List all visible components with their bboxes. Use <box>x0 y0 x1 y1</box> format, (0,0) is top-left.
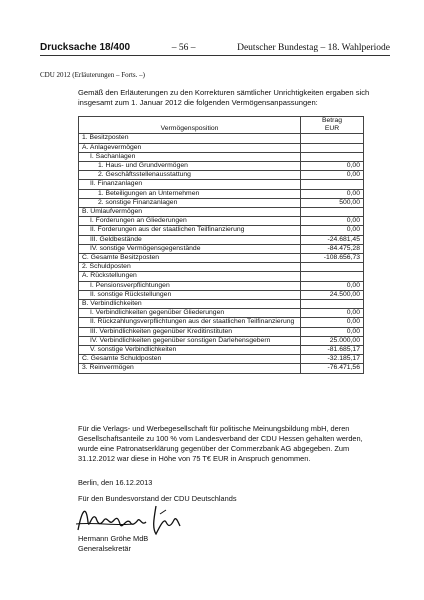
table-row <box>79 263 364 272</box>
row-label: 2. sonstige Finanzanlagen <box>79 198 301 207</box>
table-row <box>79 355 364 364</box>
column-header-position: Vermögensposition <box>79 117 301 134</box>
table-row <box>79 217 364 226</box>
row-label: I. Verbindlichkeiten gegenüber Gliederungen <box>79 309 301 318</box>
row-amount <box>301 180 364 189</box>
parliament-label: Deutscher Bundestag – 18. Wahlperiode <box>237 43 390 53</box>
row-label: 2. Schuldposten <box>79 263 301 272</box>
row-label: V. sonstige Verbindlichkeiten <box>79 346 301 355</box>
table-row <box>79 152 364 161</box>
on-behalf-line: Für den Bundesvorstand der CDU Deutschlands <box>78 494 237 503</box>
table-row <box>79 364 364 373</box>
row-label: 1. Haus- und Grundvermögen <box>79 162 301 171</box>
table-row <box>79 346 364 355</box>
row-label: 1. Besitzposten <box>79 134 301 143</box>
row-amount: -81.685,17 <box>301 346 364 355</box>
row-amount <box>301 272 364 281</box>
intro-paragraph: Gemäß den Erläuterungen zu den Korrekturen sämtlicher Unrichtigkeiten ergaben sich insgesamt zum 1. Januar 2012 die folgenden Vermögensanpassungen: <box>78 88 370 107</box>
table-row <box>79 290 364 299</box>
doc-label: Drucksache <box>40 42 97 53</box>
row-amount: -32.185,17 <box>301 355 364 364</box>
row-label: I. Sachanlagen <box>79 152 301 161</box>
row-amount: 0,00 <box>301 171 364 180</box>
table-row <box>79 244 364 253</box>
row-label: C. Gesamte Schuldposten <box>79 355 301 364</box>
row-amount: 24.500,00 <box>301 290 364 299</box>
signer-name: Hermann Gröhe MdB <box>78 534 149 543</box>
row-amount: 0,00 <box>301 217 364 226</box>
table-header-row <box>79 117 364 134</box>
table-row <box>79 198 364 207</box>
row-amount: 0,00 <box>301 189 364 198</box>
table-row <box>79 336 364 345</box>
row-amount: 0,00 <box>301 162 364 171</box>
table-row <box>79 226 364 235</box>
row-label: III. Verbindlichkeiten gegenüber Kreditinstituten <box>79 327 301 336</box>
row-label: A. Anlagevermögen <box>79 143 301 152</box>
doc-number: 18/400 <box>99 42 131 53</box>
page-header <box>40 42 390 53</box>
row-label: I. Pensionsverpflichtungen <box>79 281 301 290</box>
section-subhead: CDU 2012 (Erläuterungen – Forts. –) <box>40 71 145 79</box>
table-row <box>79 281 364 290</box>
asset-adjustment-table <box>78 116 364 374</box>
row-amount: 0,00 <box>301 318 364 327</box>
table-row <box>79 189 364 198</box>
row-amount: -24.681,45 <box>301 235 364 244</box>
row-label: 1. Beteiligungen an Unternehmen <box>79 189 301 198</box>
row-amount <box>301 152 364 161</box>
row-amount: 25.000,00 <box>301 336 364 345</box>
row-amount: 0,00 <box>301 226 364 235</box>
table-row <box>79 171 364 180</box>
row-amount: 0,00 <box>301 281 364 290</box>
table-row <box>79 309 364 318</box>
row-label: II. Forderungen aus der staatlichen Teilfinanzierung <box>79 226 301 235</box>
column-header-amount: Betrag EUR <box>301 117 364 134</box>
row-amount: -108.656,73 <box>301 254 364 263</box>
place-date: Berlin, den 16.12.2013 <box>78 478 153 487</box>
row-amount <box>301 300 364 309</box>
closing-paragraph: Für die Verlags- und Werbegesellschaft für politische Meinungsbildung mbH, deren Gesellschaftsanteile zu 100 % vom Landesverband der CDU Hessen gehalten werden, wurde eine Patronatserklärung gegenüber der Commerzbank AG abgegeben. Zum 31.12.2012 war diese in Höhe von 75 T€ EUR in Anspruch genommen. <box>78 424 363 463</box>
row-amount <box>301 143 364 152</box>
row-label: III. Geldbestände <box>79 235 301 244</box>
table-row <box>79 180 364 189</box>
row-label: IV. sonstige Vermögensgegenstände <box>79 244 301 253</box>
row-label: II. sonstige Rückstellungen <box>79 290 301 299</box>
row-amount: -76.471,56 <box>301 364 364 373</box>
row-label: II. Finanzanlagen <box>79 180 301 189</box>
table-row <box>79 134 364 143</box>
signer-role: Generalsekretär <box>78 544 131 553</box>
table-row <box>79 162 364 171</box>
row-amount <box>301 263 364 272</box>
row-label: A. Rückstellungen <box>79 272 301 281</box>
row-label: 2. Geschäftsstellenausstattung <box>79 171 301 180</box>
row-label: B. Umlaufvermögen <box>79 208 301 217</box>
row-label: I. Forderungen an Gliederungen <box>79 217 301 226</box>
table-row <box>79 235 364 244</box>
row-amount: -84.475,28 <box>301 244 364 253</box>
row-label: IV. Verbindlichkeiten gegenüber sonstigen Darlehensgebern <box>79 336 301 345</box>
row-amount: 0,00 <box>301 327 364 336</box>
table-row <box>79 272 364 281</box>
table-row <box>79 143 364 152</box>
row-label: 3. Reinvermögen <box>79 364 301 373</box>
row-amount <box>301 208 364 217</box>
row-amount: 0,00 <box>301 309 364 318</box>
document-number <box>40 42 130 53</box>
table-row <box>79 327 364 336</box>
table-row <box>79 254 364 263</box>
row-label: C. Gesamte Besitzposten <box>79 254 301 263</box>
page-number: – 56 – <box>171 43 196 53</box>
header-rule <box>40 55 390 56</box>
table-row <box>79 318 364 327</box>
table-row <box>79 300 364 309</box>
row-amount: 500,00 <box>301 198 364 207</box>
row-amount <box>301 134 364 143</box>
table-row <box>79 208 364 217</box>
row-label: II. Rückzahlungsverpflichtungen aus der staatlichen Teilfinanzierung <box>79 318 301 327</box>
row-label: B. Verbindlichkeiten <box>79 300 301 309</box>
